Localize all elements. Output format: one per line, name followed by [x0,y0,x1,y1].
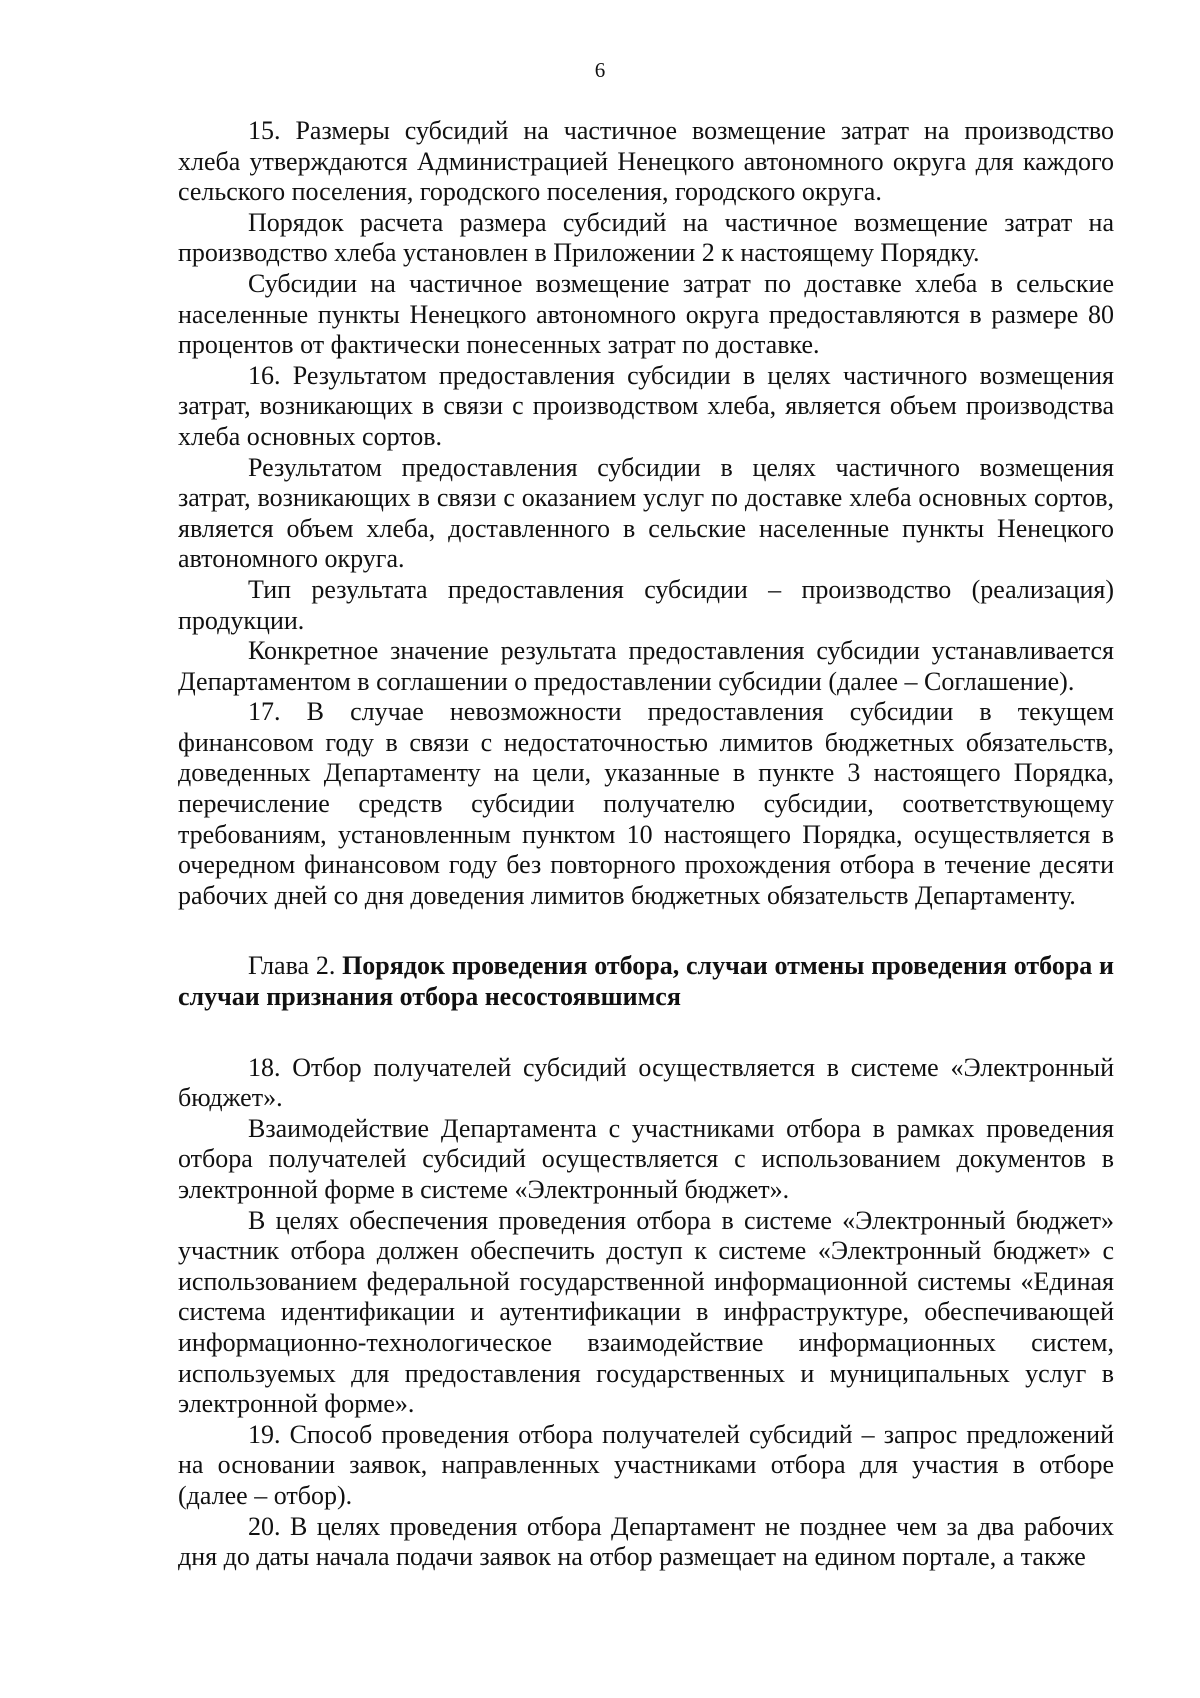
document-body [178,116,1114,1573]
paragraph-15-delivery: Субсидии на частичное возмещение затрат по доставке хлеба в сельские населенные пункты Ненецкого автономного округа предоставляются в размере 80 процентов от фактически понесенных затрат по доставке. [178,268,1114,360]
paragraph-18-interaction: Взаимодействие Департамента с участниками отбора в рамках проведения отбора получателей субсидий осуществляется с использованием документов в электронной форме в системе «Электронный бюджет». [178,1113,1114,1204]
paragraph-15: 15. Размеры субсидий на частичное возмещение затрат на производство хлеба утверждаются Администрацией Ненецкого автономного округа для каждого сельского поселения, городского поселения, городского округа. [178,116,1114,207]
paragraph-18: 18. Отбор получателей субсидий осуществляется в системе «Электронный бюджет». [178,1052,1114,1113]
paragraph-16-result-type: Тип результата предоставления субсидии – производство (реализация) продукции. [178,574,1114,635]
paragraph-16-result-value: Конкретное значение результата предоставления субсидии устанавливается Департаментом в соглашении о предоставлении субсидии (далее – Соглашение). [178,636,1114,696]
paragraph-16-delivery-result: Результатом предоставления субсидии в целях частичного возмещения затрат, возникающих в связи с оказанием услуг по доставке хлеба основных сортов, является объем хлеба, доставленного в сельские населенные пункты Ненецкого автономного округа. [178,452,1114,574]
chapter-heading-title: Порядок проведения отбора, случаи отмены проведения отбора и случаи признания отбора несостоявшимся [178,951,1115,1012]
page-number: 6 [594,58,606,82]
paragraph-19: 19. Способ проведения отбора получателей субсидий – запрос предложений на основании заявок, направленных участниками отбора для участия в отборе (далее – отбор). [178,1419,1114,1510]
chapter-heading-prefix: Глава 2. [248,951,336,981]
paragraph-15-calculation: Порядок расчета размера субсидий на частичное возмещение затрат на производство хлеба установлен в Приложении 2 к настоящему Порядку. [178,207,1114,268]
paragraph-18-access: В целях обеспечения проведения отбора в системе «Электронный бюджет» участник отбора должен обеспечить доступ к системе «Электронный бюджет» с использованием федеральной государственной информационной системы «Единая система идентификации и аутентификации в инфраструктуре, обеспечивающей информационно-технологическое взаимодействие информационных систем, используемых для предоставления государственных и муниципальных услуг в электронной форме». [178,1205,1114,1419]
chapter-heading [178,951,1114,1012]
paragraph-16: 16. Результатом предоставления субсидии в целях частичного возмещения затрат, возникающих в связи с производством хлеба, является объем производства хлеба основных сортов. [178,360,1114,451]
paragraph-17: 17. В случае невозможности предоставления субсидии в текущем финансовом году в связи с недостаточностью лимитов бюджетных обязательств, доведенных Департаменту на цели, указанные в пункте 3 настоящего Порядка, перечисление средств субсидии получателю субсидии, соответствующему требованиям, установленным пунктом 10 настоящего Порядка, осуществляется в очередном финансовом году без повторного прохождения отбора в течение десяти рабочих дней со дня доведения лимитов бюджетных обязательств Департаменту. [178,697,1114,910]
paragraph-20: 20. В целях проведения отбора Департамент не позднее чем за два рабочих дня до даты начала подачи заявок на отбор размещает на едином портале, а также [178,1511,1114,1572]
